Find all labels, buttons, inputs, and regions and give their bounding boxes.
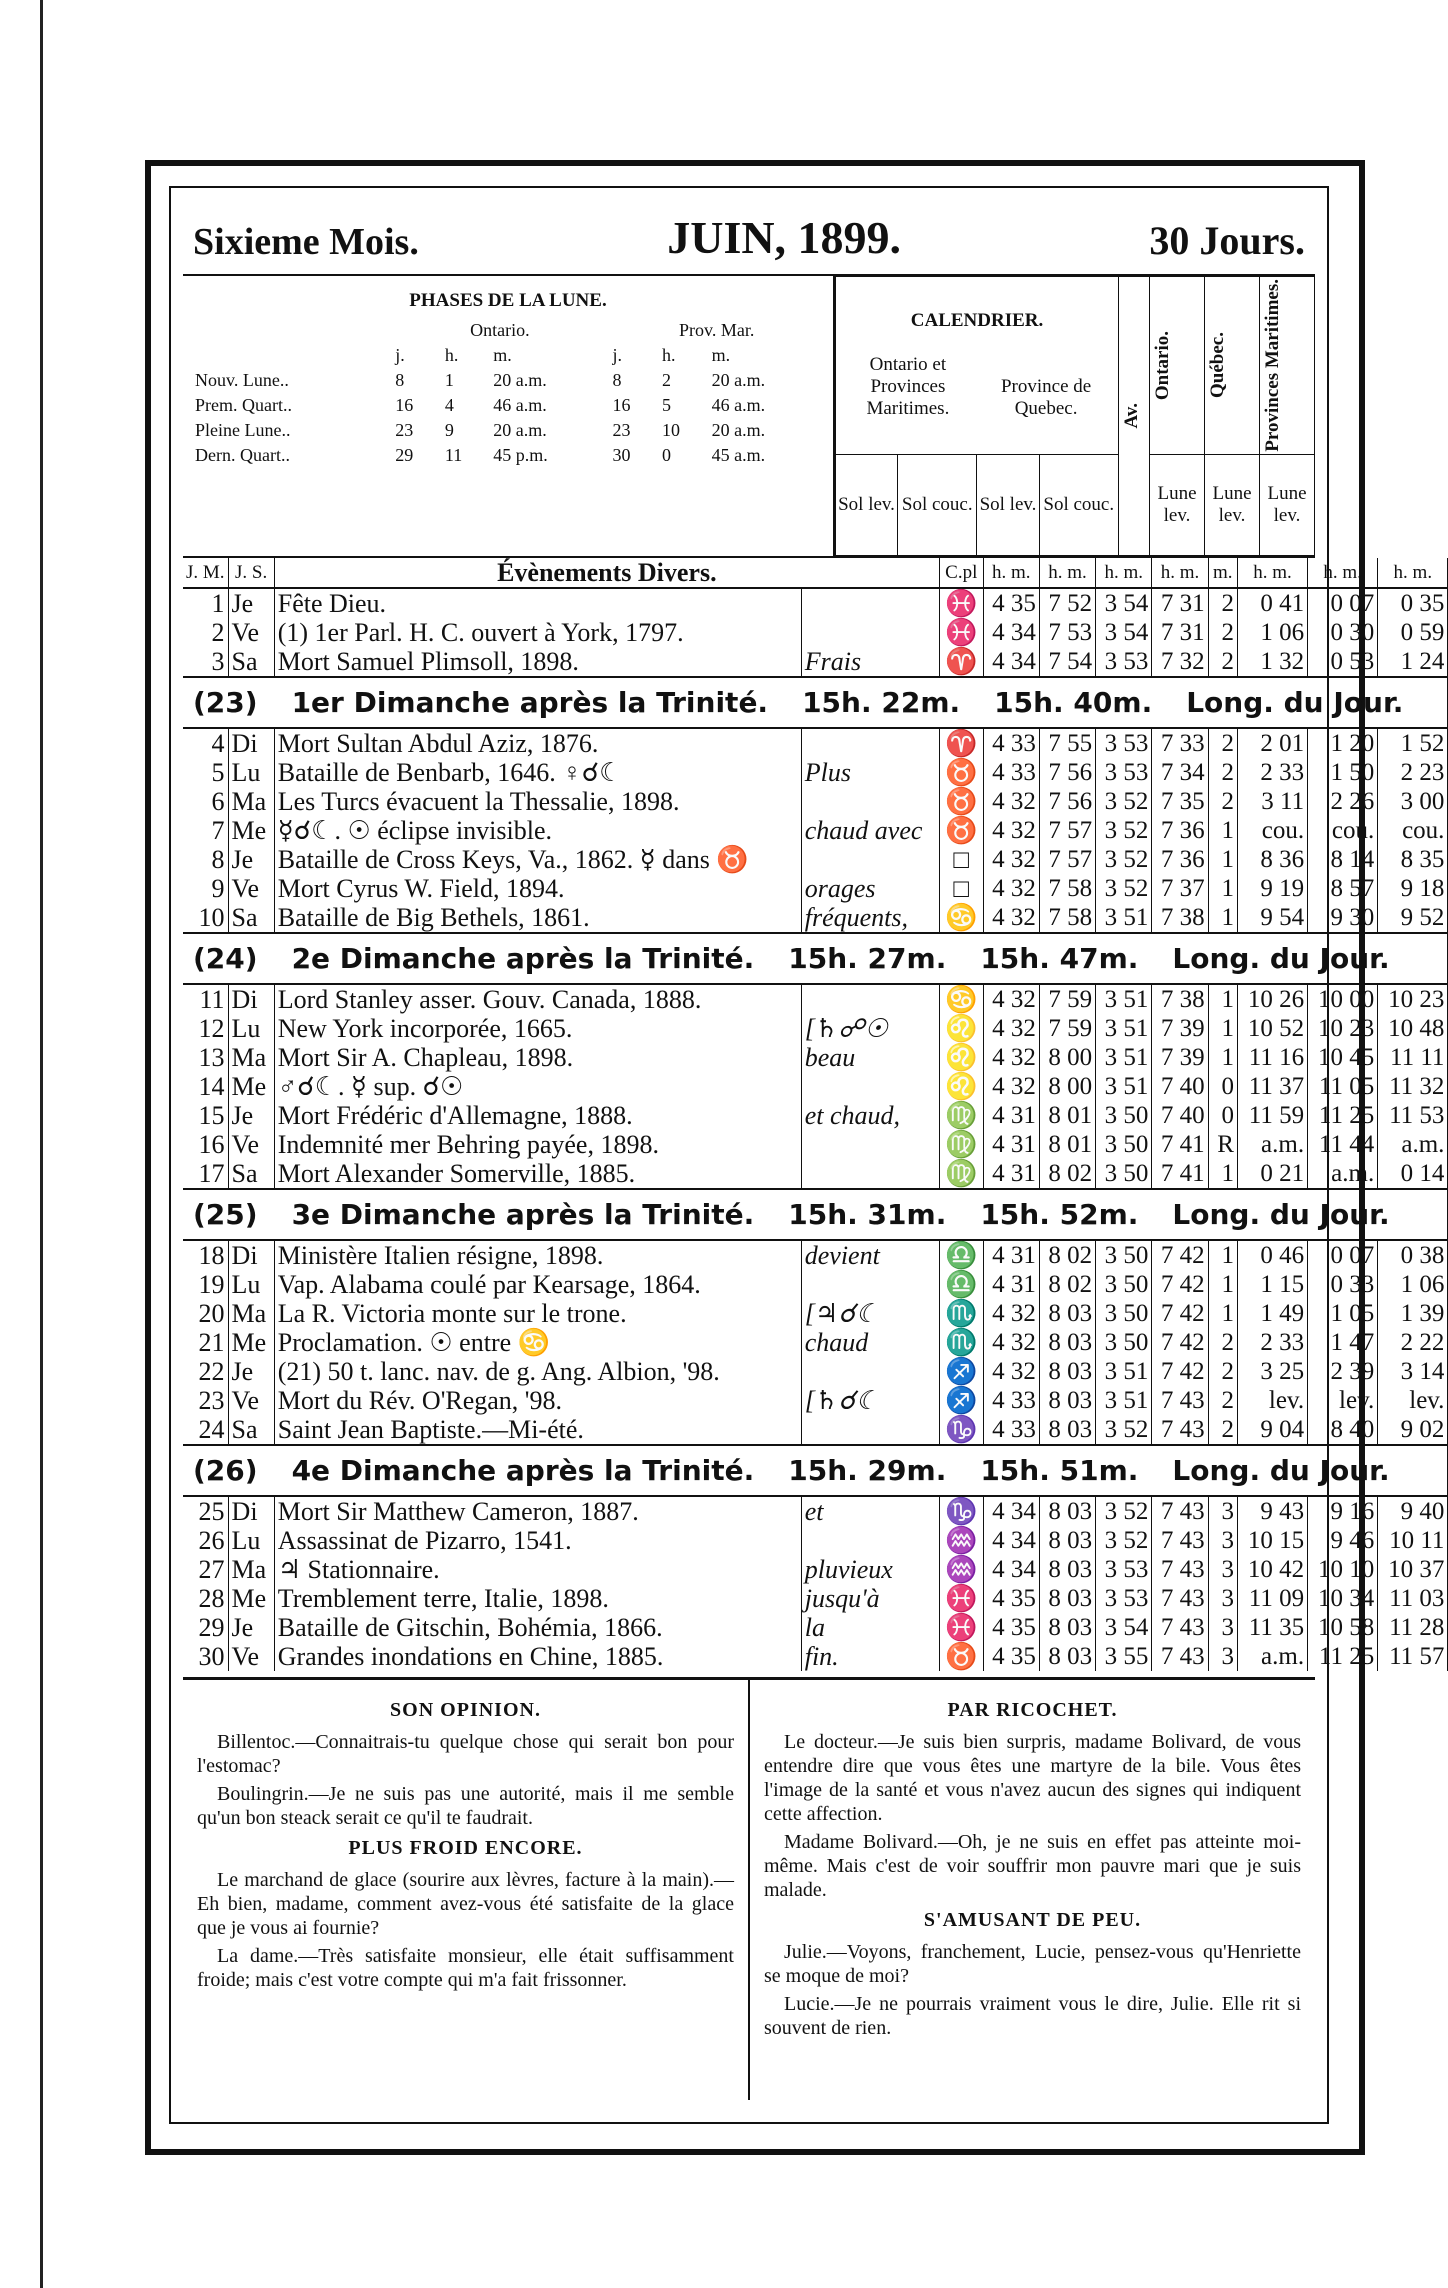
calendar-header: CALENDRIER. Ontario et Provinces Maritimes. Province de Quebec. Av. Ontario. Québec. Provinces Maritimes. Sol lev. Sol couc. Sol lev. Sol couc. Lune lev. Lune lev. Lune lev. [833, 276, 1315, 556]
phase-col-head: h. [662, 345, 676, 365]
day-row: 1 Je Fête Dieu. ♓ 4 35 7 52 3 54 7 31 2 0 41 0 07 0 35 [183, 588, 1448, 618]
day-row: 7 Me ☿☌☾. ☉ éclipse invisible. chaud avec ♉ 4 32 7 57 3 52 7 36 1 cou. cou. cou. [183, 816, 1448, 845]
day-count: 30 Jours. [1149, 218, 1305, 263]
page-header [183, 196, 1315, 276]
anecdotes-left [183, 1680, 748, 2100]
phase-col-head: j. [395, 345, 405, 365]
anecdote-text: Julie.—Voyons, franchement, Lucie, pensez-vous qu'Henriette se moque de moi? [764, 1941, 1301, 1987]
calendar-table [183, 558, 1448, 1671]
day-row: 29 Je Bataille de Gitschin, Bohémia, 1866. la ♓ 4 35 8 03 3 54 7 43 3 11 35 10 58 11 28 [183, 1613, 1448, 1642]
calendar-title: CALENDRIER. Ontario et Provinces Maritimes. Province de Quebec. [836, 277, 1119, 455]
anecdote-title: PAR RICOCHET. [947, 1699, 1118, 1721]
phase-col-head: m. [711, 345, 731, 365]
anecdote-text: Boulingrin.—Je ne suis pas une autorité, mais il me semble qu'un bon steack serait ce qu'il te faudrait. [197, 1783, 734, 1829]
page-edge [0, 0, 43, 2288]
sunday-row: (23) 1er Dimanche après la Trinité. 15h. 22m. 15h. 40m. Long. du Jour. [183, 677, 1448, 728]
day-row: 11 Di Lord Stanley asser. Gouv. Canada, 1888. ♋ 4 32 7 59 3 51 7 38 1 10 26 10 00 10 23 [183, 984, 1448, 1014]
anecdote-text: Madame Bolivard.—Oh, je ne suis en effet pas atteinte moi-même. Mais c'est de voir souffrir mon pauvre mari que je suis malade. [764, 1831, 1301, 1901]
month-title: JUIN, 1899. [667, 212, 902, 263]
region-maritimes: Prov. Mar. [679, 320, 755, 340]
anecdote-text: Lucie.—Je ne pourrais vraiment vous le dire, Julie. Elle rit si souvent de rien. [764, 1993, 1301, 2039]
day-row: 14 Me ♂☌☾. ☿ sup. ☌☉ ♌ 4 32 8 00 3 51 7 40 0 11 37 11 05 11 32 [183, 1072, 1448, 1101]
anecdote-text: Le docteur.—Je suis bien surpris, madame Bolivard, de vous entendre dire que vous êtes une martyre de la bile. Vous êtes l'image de la santé et vous n'avez aucun des signes qui indiquent cette affection. [764, 1731, 1301, 1825]
moon-phases-title: PHASES DE LA LUNE. [409, 290, 607, 311]
sunday-row: (25) 3e Dimanche après la Trinité. 15h. 31m. 15h. 52m. Long. du Jour. [183, 1189, 1448, 1240]
day-row: 6 Ma Les Turcs évacuent la Thessalie, 1898. ♉ 4 32 7 56 3 52 7 35 2 3 11 2 26 3 00 [183, 787, 1448, 816]
sunday-row: (24) 2e Dimanche après la Trinité. 15h. 27m. 15h. 47m. Long. du Jour. [183, 933, 1448, 984]
day-row: 24 Sa Saint Jean Baptiste.—Mi-été. ♑ 4 33 8 03 3 52 7 43 2 9 04 8 40 9 02 [183, 1415, 1448, 1445]
phase-row: Dern. Quart.. 29 11 45 p.m. 30 0 45 a.m. [195, 445, 766, 465]
anecdotes [183, 1677, 1315, 2100]
day-row: 18 Di Ministère Italien résigne, 1898. devient ♎ 4 31 8 02 3 50 7 42 1 0 46 0 07 0 38 [183, 1240, 1448, 1270]
phase-row: Pleine Lune.. 23 9 20 a.m. 23 10 20 a.m. [195, 420, 766, 440]
almanac-page [145, 160, 1445, 2155]
month-label: Sixieme Mois. [193, 221, 419, 263]
day-row: 26 Lu Assassinat de Pizarro, 1541. ♒ 4 34 8 03 3 52 7 43 3 10 15 9 46 10 11 [183, 1526, 1448, 1555]
phase-col-head: j. [612, 345, 622, 365]
anecdote-title: SON OPINION. [390, 1699, 541, 1721]
day-row: 4 Di Mort Sultan Abdul Aziz, 1876. ♈ 4 33 7 55 3 53 7 33 2 2 01 1 20 1 52 [183, 728, 1448, 758]
day-row: 23 Ve Mort du Rév. O'Regan, '98. [♄☌☾ ♐ 4 33 8 03 3 51 7 43 2 lev. lev. lev. [183, 1386, 1448, 1415]
moon-phases-table [191, 318, 825, 468]
day-row: 20 Ma La R. Victoria monte sur le trone. [♃☌☾ ♏ 4 32 8 03 3 50 7 42 1 1 49 1 05 1 39 [183, 1299, 1448, 1328]
day-row: 21 Me Proclamation. ☉ entre ♋ chaud ♏ 4 32 8 03 3 50 7 42 2 2 33 1 47 2 22 [183, 1328, 1448, 1357]
day-row: 10 Sa Bataille de Big Bethels, 1861. fréquents, ♋ 4 32 7 58 3 51 7 38 1 9 54 9 30 9 52 [183, 903, 1448, 933]
day-row: 12 Lu New York incorporée, 1665. [♄☍☉ ♌ 4 32 7 59 3 51 7 39 1 10 52 10 23 10 48 [183, 1014, 1448, 1043]
day-row: 15 Je Mort Frédéric d'Allemagne, 1888. et chaud, ♍ 4 31 8 01 3 50 7 40 0 11 59 11 25 11 53 [183, 1101, 1448, 1130]
day-row: 13 Ma Mort Sir A. Chapleau, 1898. beau ♌ 4 32 8 00 3 51 7 39 1 11 16 10 45 11 11 [183, 1043, 1448, 1072]
day-row: 17 Sa Mort Alexander Somerville, 1885. ♍ 4 31 8 02 3 50 7 41 1 0 21 a.m. 0 14 [183, 1159, 1448, 1189]
phase-row: Nouv. Lune.. 8 1 20 a.m. 8 2 20 a.m. [195, 370, 766, 390]
day-row: 8 Je Bataille de Cross Keys, Va., 1862. ☿ dans ♉ □ 4 32 7 57 3 52 7 36 1 8 36 8 14 8 35 [183, 845, 1448, 874]
anecdote-text: Billentoc.—Connaitrais-tu quelque chose qui serait bon pour l'estomac? [197, 1731, 734, 1777]
day-row: 27 Ma ♃ Stationnaire. pluvieux ♒ 4 34 8 03 3 53 7 43 3 10 42 10 10 10 37 [183, 1555, 1448, 1584]
column-header: J. M. J. S. Évènements Divers. C.pl h. m. h. m. h. m. h. m. m. h. m. h. m. h. m. [183, 558, 1448, 588]
day-row: 3 Sa Mort Samuel Plimsoll, 1898. Frais ♈ 4 34 7 54 3 53 7 32 2 1 32 0 53 1 24 [183, 647, 1448, 677]
day-row: 28 Me Tremblement terre, Italie, 1898. jusqu'à ♓ 4 35 8 03 3 53 7 43 3 11 09 10 34 11 03 [183, 1584, 1448, 1613]
anecdote-text: Le marchand de glace (sourire aux lèvres, facture à la main).—Eh bien, madame, comment avez-vous été satisfaite de la glace que je vous ai fournie? [197, 1869, 734, 1939]
day-row: 19 Lu Vap. Alabama coulé par Kearsage, 1864. ♎ 4 31 8 02 3 50 7 42 1 1 15 0 33 1 06 [183, 1270, 1448, 1299]
phase-row: Prem. Quart.. 16 4 46 a.m. 16 5 46 a.m. [195, 395, 766, 415]
anecdote-title: PLUS FROID ENCORE. [348, 1837, 583, 1859]
day-row: 22 Je (21) 50 t. lanc. nav. de g. Ang. Albion, '98. ♐ 4 32 8 03 3 51 7 42 2 3 25 2 39 3 14 [183, 1357, 1448, 1386]
day-row: 25 Di Mort Sir Matthew Cameron, 1887. et ♑ 4 34 8 03 3 52 7 43 3 9 43 9 16 9 40 [183, 1496, 1448, 1526]
day-row: 5 Lu Bataille de Benbarb, 1646. ♀☌☾ Plus ♉ 4 33 7 56 3 53 7 34 2 2 33 1 50 2 23 [183, 758, 1448, 787]
moon-phases [183, 276, 833, 556]
phase-col-head: h. [444, 345, 459, 365]
day-row: 2 Ve (1) 1er Parl. H. C. ouvert à York, 1797. ♓ 4 34 7 53 3 54 7 31 2 1 06 0 30 0 59 [183, 618, 1448, 647]
region-ontario: Ontario. [470, 320, 530, 340]
anecdote-text: La dame.—Très satisfaite monsieur, elle était suffisamment froide; mais c'est votre compte qui m'a fait frissonner. [197, 1945, 734, 1991]
anecdotes-right [748, 1680, 1315, 2100]
day-row: 9 Ve Mort Cyrus W. Field, 1894. orages □ 4 32 7 58 3 52 7 37 1 9 19 8 57 9 18 [183, 874, 1448, 903]
sunday-row: (26) 4e Dimanche après la Trinité. 15h. 29m. 15h. 51m. Long. du Jour. [183, 1445, 1448, 1496]
day-row: 30 Ve Grandes inondations en Chine, 1885. fin. ♉ 4 35 8 03 3 55 7 43 3 a.m. 11 25 11 57 [183, 1642, 1448, 1671]
phase-col-head: m. [493, 345, 512, 365]
header-block [183, 276, 1315, 558]
day-row: 16 Ve Indemnité mer Behring payée, 1898. ♍ 4 31 8 01 3 50 7 41 R a.m. 11 44 a.m. [183, 1130, 1448, 1159]
anecdote-title: S'AMUSANT DE PEU. [923, 1909, 1142, 1931]
